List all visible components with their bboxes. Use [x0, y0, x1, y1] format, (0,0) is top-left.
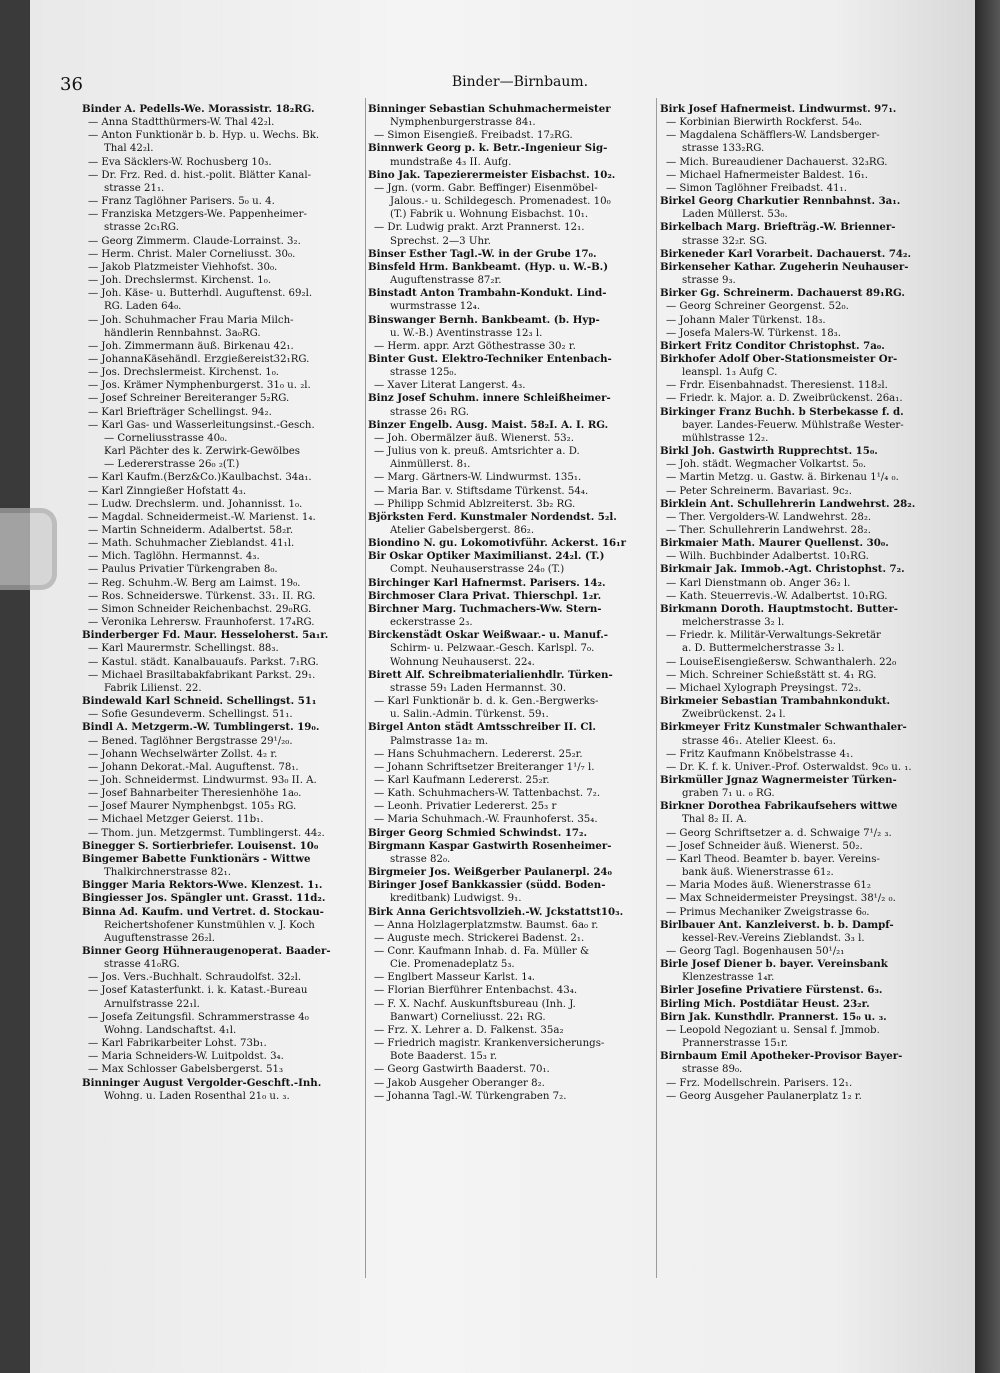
directory-entry-line: — Jgn. (vorm. Gabr. Beffinger) Eisenmöbel-	[374, 182, 598, 194]
directory-entry-line: bayer. Landes-Feuerw. Mühlstraße Wester-	[682, 419, 904, 431]
directory-entry-line: a. D. Buttermelcherstrasse 3₂ l.	[682, 643, 845, 655]
directory-entry-line: — Kastul. städt. Kanalbauaufs. Parkst. 7₁RG.	[88, 656, 319, 668]
directory-entry-surname: Birgmann Kaspar Gastwirth Rosenheimer-	[368, 839, 612, 852]
directory-entry-line: — Michael Brasiltabakfabrikant Parkst. 29₁.	[88, 669, 316, 681]
directory-entry-line: — Joh. Käse- u. Butterhdl. Auguftenst. 69₂l.	[88, 288, 313, 300]
directory-entry-line: — Ther. Schullehrerin Landwehrst. 28₂.	[666, 525, 871, 536]
directory-entry-line: — Marg. Gärtners-W. Lindwurmst. 135₁.	[374, 472, 582, 484]
directory-entry-line: — Sofie Gesundeverm. Schellingst. 51₁.	[88, 709, 293, 721]
directory-entry-line: Laden Müllerst. 53₀.	[682, 209, 788, 221]
directory-entry-line: — JohannaKäsehändl. Erzgießereist32₁RG.	[88, 353, 310, 365]
directory-entry-surname: Birk Anna Gerichtsvollzieh.-W. Jckstattst10₃.	[368, 905, 624, 918]
directory-entry-line: — Georg Tagl. Bogenhausen 50¹/₂₁	[666, 946, 845, 957]
directory-entry-line: strasse 32₂r. SG.	[682, 235, 768, 247]
directory-entry-line: Sprechst. 2—3 Uhr.	[390, 235, 491, 247]
directory-entry-line: strasse 26₁ RG.	[390, 406, 469, 418]
directory-entry-line: Karl Pächter des k. Zerwirk-Gewölbes	[104, 446, 301, 458]
directory-entry-line: Auguftenstrasse 26₂l.	[104, 932, 215, 944]
directory-entry-line: — Maria Bar. v. Stiftsdame Türkenst. 54₄.	[374, 485, 589, 497]
directory-entry-line: — Johann Wechselwärter Zollst. 4₂ r.	[88, 748, 278, 760]
directory-entry-line: — Josef Katasterfunkt. i. k. Katast.-Bureau	[88, 985, 308, 997]
directory-entry-line: — Corneliusstrasse 40₀.	[104, 432, 228, 444]
directory-entry-surname: Bingemer Babette Funktionärs - Wittwe	[82, 852, 311, 865]
directory-entry-line: — Auguste mech. Strickerei Badenst. 2₁.	[374, 932, 585, 944]
running-head: Binder—Birnbaum.	[451, 74, 589, 90]
directory-entry-line: Fabrik Lilienst. 22.	[104, 682, 202, 694]
directory-entry-line: — Martin Schneiderm. Adalbertst. 58₂r.	[88, 525, 294, 536]
directory-entry-line: — Jakob Ausgeher Oberanger 8₂.	[374, 1077, 545, 1089]
column-3	[660, 103, 950, 1103]
directory-entry-line: strasse 125₀.	[390, 367, 457, 379]
directory-entry-line: graben 7₁ u. ₀ RG.	[682, 788, 775, 800]
directory-entry-line: — Georg Schreiner Georgenst. 52₀.	[666, 301, 849, 313]
directory-entry-line: — Johann Schriftsetzer Breiteranger 1¹/₇ l.	[374, 761, 595, 773]
directory-entry-line: — Franziska Metzgers-We. Pappenheimer-	[88, 209, 307, 221]
page-edge-shadow	[975, 0, 1000, 1373]
directory-entry-line: — Karl Briefträger Schellingst. 94₂.	[88, 406, 272, 418]
directory-entry-surname: Birkmann Doroth. Hauptmstocht. Butter-	[660, 602, 899, 615]
directory-entry-line: Arnulfstrasse 22₁l.	[104, 998, 200, 1010]
directory-entry-surname: Birckenstädt Oskar Weißwaar.- u. Manuf.-	[368, 629, 609, 642]
directory-entry-surname: Birchner Marg. Tuchmachers-Ww. Stern-	[368, 602, 602, 615]
directory-entry-surname: Birkinger Franz Buchh. b Sterbekasse f. d.	[660, 405, 904, 418]
directory-entry-line: Thal 8₂ II. A.	[682, 814, 747, 826]
directory-entry-line: strasse 21₁.	[104, 182, 165, 194]
directory-entry-surname: Binstadt Anton Trambahn-Kondukt. Lind-	[368, 287, 607, 300]
directory-entry-line: — Ther. Vergolders-W. Landwehrst. 28₂.	[666, 511, 872, 523]
directory-entry-line: — Josef Schreiner Bereiteranger 5₂RG.	[88, 393, 290, 405]
directory-entry-surname: Birk Josef Hafnermeist. Lindwurmst. 97₁.	[660, 103, 897, 115]
directory-entry-surname: Birkmeyer Fritz Kunstmaler Schwanthaler-	[660, 721, 907, 734]
directory-entry-surname: Birnbaum Emil Apotheker-Provisor Bayer-	[660, 1050, 903, 1063]
directory-entry-surname: Binninger August Vergolder-Geschft.-Inh.	[82, 1076, 322, 1089]
directory-entry-surname: Binser Esther Tagl.-W. in der Grube 17₀.	[368, 247, 597, 260]
directory-entry-line: — Hans Schuhmachern. Ledererst. 25₂r.	[374, 748, 583, 760]
directory-entry-line: Thalkirchnerstrasse 82₁.	[104, 867, 231, 879]
directory-entry-line: Banwart) Corneliusst. 22₁ RG.	[390, 1011, 546, 1023]
directory-entry-line: strasse 2c₁RG.	[104, 222, 179, 234]
column-1	[82, 103, 367, 1103]
directory-entry-line: strasse 82₀.	[390, 853, 451, 865]
directory-entry-surname: Birklein Ant. Schullehrerin Landwehrst. 28₂.	[660, 497, 916, 510]
directory-entry-surname: Binninger Sebastian Schuhmachermeister	[368, 103, 611, 115]
directory-entry-surname: Birler Josefine Privatiere Fürstenst. 6₃.	[660, 984, 883, 997]
directory-entry-line: — Georg Ausgeher Paulanerplatz 1₂ r.	[666, 1090, 862, 1102]
directory-entry-surname: Birkmeier Sebastian Trambahnkondukt.	[660, 695, 891, 708]
directory-entry-surname: Biondino N. gu. Lokomotivführ. Ackerst. 16₁r	[368, 537, 626, 550]
directory-entry-line: Wohnung Neuhauserst. 22₄.	[390, 656, 535, 668]
directory-entry-line: Klenzestrasse 1₄r.	[682, 972, 775, 984]
directory-entry-surname: Binnwerk Georg p. k. Betr.-Ingenieur Sig-	[368, 142, 608, 155]
directory-entry-surname: Birling Mich. Postdiätar Heust. 23₂r.	[660, 997, 870, 1010]
directory-entry-surname: Binegger S. Sortierbriefer. Louisenst. 10₀	[82, 839, 319, 852]
directory-entry-line: — Leonh. Privatier Ledererst. 25₃ r	[374, 801, 557, 813]
directory-entry-line: — Math. Schuhmacher Zieblandst. 41₁l.	[88, 538, 295, 550]
directory-entry-surname: Binz Josef Schuhm. innere Schleißheimer-	[368, 392, 611, 405]
directory-entry-line: — Josefa Malers-W. Türkenst. 18₃.	[666, 327, 841, 339]
directory-entry-line: mundstraße 4₃ II. Aufg.	[390, 156, 512, 168]
directory-entry-line: Wohng. Landschaftst. 4₁l.	[104, 1024, 237, 1036]
directory-entry-line: Prannerstrasse 15₁r.	[682, 1038, 788, 1050]
directory-entry-surname: Bingiesser Jos. Spängler unt. Grasst. 11d₂.	[82, 892, 326, 905]
directory-entry-line: — Johann Dekorat.-Mal. Auguftenst. 78₁.	[88, 761, 299, 773]
directory-entry-surname: Bino Jak. Tapezierermeister Eisbachst. 10₂.	[368, 168, 616, 181]
directory-entry-line: — Eva Säcklers-W. Rochusberg 10₃.	[88, 156, 272, 168]
directory-entry-surname: Binsfeld Hrm. Bankbeamt. (Hyp. u. W.-B.)	[368, 260, 609, 273]
directory-entry-line: — Michael Hafnermeister Baldest. 16₁.	[666, 169, 869, 181]
directory-entry-line: — Kath. Schuhmachers-W. Tattenbachst. 7₂.	[374, 788, 601, 800]
directory-entry-line: — Paulus Privatier Türkengraben 8₀.	[88, 564, 278, 576]
directory-entry-line: — Josef Schneider äuß. Wienerst. 50₂.	[666, 840, 863, 852]
directory-entry-line: Compt. Neuhauserstrasse 24₀ (T.)	[390, 564, 565, 576]
directory-entry-surname: Birgmeier Jos. Weißgerber Paulanerpl. 24₀	[368, 866, 612, 879]
directory-entry-line: Thal 42₂l.	[104, 143, 154, 155]
directory-entry-line: — Karl Zinngießer Hofstatt 4₃.	[88, 485, 247, 497]
directory-entry-line: — Joh. Zimmermann äuß. Birkenau 42₁.	[88, 340, 294, 352]
directory-entry-line: — Kath. Steuerrevis.-W. Adalbertst. 10₁RG.	[666, 590, 888, 602]
directory-entry-line: — Friedr. k. Major. a. D. Zweibrückenst. 26a₁.	[666, 393, 903, 405]
directory-entry-surname: Birkelbach Marg. Briefträg.-W. Brienner-	[660, 221, 896, 234]
directory-entry-line: — Primus Mechaniker Zweigstrasse 6₀.	[666, 906, 870, 918]
directory-entry-surname: Bingger Maria Rektors-Wwe. Klenzest. 1₁.	[82, 879, 323, 892]
directory-entry-line: — Mich. Bureaudiener Dachauerst. 32₃RG.	[666, 156, 888, 168]
directory-entry-line: — Frz. X. Lehrer a. D. Falkenst. 35a₂	[374, 1024, 564, 1036]
directory-entry-surname: Binderberger Fd. Maur. Hesseloherst. 5a₁r.	[82, 629, 329, 642]
directory-entry-line: wurmstrasse 12₄.	[390, 301, 481, 313]
directory-entry-line: — Jos. Drechslermeist. Kirchenst. 1₀.	[88, 367, 280, 379]
directory-entry-line: — Thom. jun. Metzgermst. Tumblingerst. 44₂.	[88, 827, 325, 839]
directory-entry-line: — Friedrich magistr. Krankenversicherungs-	[374, 1038, 605, 1050]
directory-entry-line: — Frz. Modellschrein. Parisers. 12₁.	[666, 1077, 853, 1089]
directory-entry-line: — Philipp Schmid Ablzreiterst. 3b₂ RG.	[374, 498, 576, 510]
directory-entry-line: — Florian Bierführer Entenbachst. 43₄.	[374, 985, 578, 997]
directory-entry-line: — Georg Zimmerm. Claude-Lorrainst. 3₂.	[88, 235, 301, 247]
directory-entry-line: strasse 46₁. Atelier Kleest. 6₃.	[682, 735, 836, 747]
directory-entry-line: — Karl Fabrikarbeiter Lohst. 73b₁.	[88, 1038, 267, 1050]
directory-entry-line: (T.) Fabrik u. Wohnung Eisbachst. 10₁.	[390, 209, 589, 221]
directory-entry-line: — Dr. Ludwig prakt. Arzt Prannerst. 12₁.	[374, 222, 585, 234]
directory-entry-line: leanspl. 1₃ Aufg C.	[682, 367, 778, 379]
directory-entry-surname: Binzer Engelb. Ausg. Maist. 58₂I. A. I. RG.	[368, 418, 609, 431]
directory-entry-surname: Biringer Josef Bankkassier (südd. Boden-	[368, 879, 606, 892]
directory-entry-line: — Anton Funktionär b. b. Hyp. u. Wechs. Bk.	[88, 130, 320, 142]
directory-entry-line: u. Salin.-Admin. Türkenst. 59₁.	[390, 709, 549, 721]
directory-entry-line: — Conr. Kaufmann Inhab. d. Fa. Müller &	[374, 946, 590, 957]
directory-entry-line: strasse 133₂RG.	[682, 143, 765, 155]
directory-entry-line: — Franz Taglöhner Parisers. 5₀ u. 4.	[88, 196, 275, 208]
directory-entry-line: — Georg Schriftsetzer a. d. Schwaige 7¹/₂ ₃.	[666, 827, 892, 839]
directory-entry-line: — Bened. Taglöhner Bergstrasse 29¹/₂₀.	[88, 735, 293, 747]
directory-entry-surname: Birett Alf. Schreibmaterialienhdlr. Türken-	[368, 668, 613, 681]
directory-entry-line: kessel-Rev.-Vereins Zieblandst. 3₃ l.	[682, 932, 865, 944]
directory-entry-line: Wohng. u. Laden Rosenthal 21₀ u. ₃.	[104, 1090, 290, 1102]
directory-entry-line: Nymphenburgerstrasse 84₁.	[390, 117, 536, 129]
directory-entry-line: — Ros. Schneiderswe. Türkenst. 33₁. II. RG.	[88, 590, 316, 602]
directory-entry-line: — LouiseEisengießersw. Schwanthalerh. 22₀	[666, 656, 897, 668]
directory-entry-line: RG. Laden 64₀.	[104, 301, 182, 313]
directory-entry-line: — Martin Metzg. u. Gastw. ä. Birkenau 1¹/₄ ₀.	[666, 472, 899, 484]
directory-entry-line: — Peter Schreinerm. Bavariast. 9c₂.	[666, 485, 852, 497]
directory-entry-surname: Birkert Fritz Conditor Christophst. 7a₀.	[660, 339, 885, 352]
directory-entry-line: Auguftenstrasse 87₂r.	[390, 275, 502, 287]
directory-entry-line: — Michael Xylograph Preysingst. 72₃.	[666, 682, 862, 694]
directory-entry-surname: Birkenseher Kathar. Zugeherin Neuhauser-	[660, 260, 909, 273]
directory-entry-line: — Simon Taglöhner Freibadst. 41₁.	[666, 182, 847, 194]
directory-entry-surname: Binter Gust. Elektro-Techniker Entenbach-	[368, 352, 612, 365]
directory-entry-surname: Birgel Anton städt Amtsschreiber II. Cl.	[368, 721, 596, 734]
directory-entry-surname: Birkel Georg Charkutier Rennbahnst. 3a₁.	[660, 195, 901, 208]
directory-entry-line: Jalous.- u. Schildegesch. Promenadest. 10₀	[390, 196, 611, 208]
directory-entry-line: u. W.-B.) Aventinstrasse 12₃ l.	[390, 327, 543, 339]
directory-entry-surname: Binner Georg Hühneraugenoperat. Baader-	[82, 945, 331, 957]
directory-entry-surname: Birkhofer Adolf Ober-Stationsmeister Or-	[660, 352, 898, 365]
directory-entry-line: — Maria Schneiders-W. Luitpoldst. 3₄.	[88, 1051, 284, 1063]
directory-entry-surname: Birle Josef Diener b. bayer. Vereinsbank	[660, 958, 888, 971]
directory-entry-surname: Birkmüller Jgnaz Wagnermeister Türken-	[660, 773, 897, 786]
directory-entry-line: — Herm. appr. Arzt Göthestrasse 30₂ r.	[374, 340, 576, 352]
directory-entry-line: — Joh. Drechslermst. Kirchenst. 1₀.	[88, 275, 272, 287]
directory-entry-line: — Jos. Krämer Nymphenburgerst. 31₀ u. ₂l.	[88, 380, 311, 392]
directory-entry-line: — Max Schneidermeister Preysingst. 38¹/₂ ₀.	[666, 893, 896, 905]
directory-entry-line: — Leopold Negoziant u. Sensal f. Jmmob.	[666, 1024, 880, 1036]
directory-entry-line: — Michael Metzger Geierst. 11b₁.	[88, 814, 264, 826]
directory-entry-line: bank äuß. Wienerstrasse 61₂.	[682, 867, 834, 879]
directory-entry-line: — Josefa Zeitungsfil. Schrammerstrasse 4₀	[88, 1011, 309, 1023]
directory-entry-surname: Birlbauer Ant. Kanzleiverst. b. b. Dampf-	[660, 918, 894, 931]
directory-entry-line: — Fritz Kaufmann Knöbelstrasse 4₁.	[666, 748, 854, 760]
directory-entry-line: — Simon Schneider Reichenbachst. 29₀RG.	[88, 603, 312, 615]
directory-entry-line: — Josef Bahnarbeiter Theresienhöhe 1a₀.	[88, 788, 302, 800]
directory-entry-line: Palmstrasse 1a₂ m.	[390, 735, 489, 747]
directory-entry-line: — Herm. Christ. Maler Corneliusst. 30₀.	[88, 248, 296, 260]
directory-entry-line: — Karl Funktionär b. d. k. Gen.-Bergwerks-	[374, 696, 599, 708]
directory-entry-line: — Jos. Vers.-Buchhalt. Schraudolfst. 32₂l.	[88, 972, 302, 984]
directory-entry-line: strasse 9₃.	[682, 275, 736, 287]
directory-entry-line: — Johanna Tagl.-W. Türkengraben 7₂.	[374, 1090, 567, 1102]
directory-entry-line: — Karl Theod. Beamter b. bayer. Vereins-	[666, 853, 880, 865]
directory-entry-line: — Friedr. k. Militär-Verwaltungs-Sekretär	[666, 630, 881, 642]
directory-entry-line: — Veronika Lehrersw. Fraunhoferst. 17₄RG.	[88, 617, 315, 629]
directory-entry-line: — Anna Stadtthürmers-W. Thal 42₂l.	[88, 117, 275, 129]
directory-entry-line: — Dr. Frz. Red. d. hist.-polit. Blätter Kanal-	[88, 169, 312, 181]
directory-entry-line: — Maria Modes äuß. Wienerstrasse 61₂	[666, 880, 871, 892]
column-2	[368, 103, 657, 1103]
directory-entry-line: — Maria Schuhmach.-W. Fraunhoferst. 35₄.	[374, 814, 598, 826]
directory-entry-line: — Simon Eisengieß. Freibadst. 17₂RG.	[374, 130, 573, 142]
directory-entry-line: — Magdal. Schneidermeist.-W. Marienst. 1₄.	[88, 511, 316, 523]
directory-entry-surname: Binna Ad. Kaufm. und Vertret. d. Stockau-	[82, 905, 324, 918]
directory-entry-line: strasse 89₀.	[682, 1064, 743, 1076]
directory-entry-line: mühlstrasse 12₂.	[682, 432, 769, 444]
directory-entry-line: — Julius von k. preuß. Amtsrichter a. D.	[374, 446, 580, 458]
directory-entry-line: Ainmüllerst. 8₁.	[390, 459, 471, 471]
directory-entry-line: — Johann Maler Türkenst. 18₃.	[666, 314, 826, 326]
directory-entry-line: strasse 59₁ Laden Hermannst. 30.	[390, 682, 567, 694]
directory-entry-line: — Ledererstrasse 26₀ ₂(T.)	[104, 459, 240, 471]
directory-entry-line: strasse 41₀RG.	[104, 959, 180, 971]
directory-entry-line: Reichertshofener Kunstmühlen v. J. Koch	[104, 919, 315, 931]
binding-clip	[0, 508, 57, 590]
page-number: 36	[60, 74, 83, 95]
directory-entry-line: Cie. Promenadeplatz 5₃.	[390, 959, 515, 971]
directory-entry-line: — F. X. Nachf. Auskunftsbureau (Inh. J.	[374, 998, 576, 1010]
directory-entry-surname: Birkner Dorothea Fabrikaufsehers wittwe	[660, 800, 898, 813]
directory-entry-line: händlerin Rennbahnst. 3a₀RG.	[104, 327, 261, 339]
directory-entry-line: eckerstrasse 2₃.	[390, 617, 473, 629]
directory-entry-surname: Bindewald Karl Schneid. Schellingst. 51₁	[82, 695, 317, 708]
directory-entry-line: kreditbank) Ludwigst. 9₁.	[390, 893, 522, 905]
directory-entry-line: Bote Baaderst. 15₃ r.	[390, 1051, 498, 1063]
directory-entry-surname: Binder A. Pedells-We. Morassistr. 18₂RG.	[82, 103, 315, 115]
directory-entry-line: — Dr. K. f. k. Univer.-Prof. Osterwaldst. 9c₀ u. ₁.	[666, 761, 912, 773]
directory-entry-surname: Birkmaier Math. Maurer Quellenst. 30₀.	[660, 537, 889, 550]
directory-entry-surname: Bir Oskar Optiker Maximilianst. 24₂l. (T.)	[368, 550, 605, 563]
directory-entry-surname: Birchinger Karl Hafnermst. Parisers. 14₂.	[368, 576, 606, 589]
directory-entry-line: — Karl Kaufmann Ledererst. 25₂r.	[374, 774, 550, 786]
directory-entry-line: — Mich. Schreiner Schießstätt st. 4₁ RG.	[666, 669, 877, 681]
directory-entry-line: — Magdalena Schäfflers-W. Landsberger-	[666, 130, 880, 142]
directory-entry-surname: Birkl Joh. Gastwirth Rupprechtst. 15₀.	[660, 445, 878, 458]
directory-entry-line: — Korbinian Bierwirth Rockferst. 54₀.	[666, 117, 863, 129]
directory-entry-line: — Georg Gastwirth Baaderst. 70₁.	[374, 1064, 550, 1076]
directory-entry-line: — Karl Gas- und Wasserleitungsinst.-Gesch.	[88, 419, 315, 431]
directory-entry-line: — Josef Maurer Nymphenbgst. 105₃ RG.	[88, 801, 297, 813]
directory-entry-line: — Joh. Schuhmacher Frau Maria Milch-	[88, 314, 294, 326]
directory-entry-line: — Wilh. Buchbinder Adalbertst. 10₁RG.	[666, 551, 869, 563]
directory-entry-line: — Anna Holzlagerplatzmstw. Baumst. 6a₀ r.	[374, 919, 599, 931]
directory-entry-line: Zweibrückenst. 2₄ l.	[682, 709, 786, 721]
directory-entry-surname: Birkeneder Karl Vorarbeit. Dachauerst. 74₂.	[660, 247, 912, 260]
directory-entry-line: — Englbert Masseur Karlst. 1₄.	[374, 972, 536, 984]
directory-entry-surname: Binswanger Bernh. Bankbeamt. (b. Hyp-	[368, 313, 600, 326]
directory-entry-surname: Birger Georg Schmied Schwindst. 17₂.	[368, 826, 588, 839]
directory-entry-line: Schirm- u. Pelzwaar.-Gesch. Karlspl. 7₀.	[390, 643, 595, 655]
directory-entry-line: melcherstrasse 3₂ l.	[682, 617, 785, 629]
directory-entry-line: — Frdr. Eisenbahnadst. Theresienst. 118₂l.	[666, 380, 888, 392]
directory-entry-line: Atelier Gabelsbergerst. 86₂.	[390, 525, 535, 536]
directory-entry-line: — Jakob Platzmeister Viehhofst. 30₀.	[88, 261, 278, 273]
directory-entry-surname: Birchmoser Clara Privat. Thierschpl. 1₂r.	[368, 589, 602, 602]
directory-entry-line: — Max Schlosser Gabelsbergerst. 51₃	[88, 1064, 284, 1076]
directory-entry-line: — Joh. städt. Wegmacher Volkartst. 5₀.	[666, 459, 867, 471]
directory-entry-surname: Birkmair Jak. Immob.-Agt. Christophst. 7₂.	[660, 563, 905, 576]
directory-entry-surname: Bindl A. Metzgerm.-W. Tumblingerst. 19₀.	[82, 721, 320, 734]
directory-entry-line: — Karl Kaufm.(Berz&Co.)Kaulbachst. 34a₁.	[88, 472, 312, 484]
directory-entry-line: — Ludw. Drechslerm. und. Johannisst. 1₀.	[88, 498, 303, 510]
directory-entry-line: — Xaver Literat Langerst. 4₃.	[374, 380, 526, 392]
directory-entry-line: — Reg. Schuhm.-W. Berg am Laimst. 19₀.	[88, 577, 301, 589]
directory-entry-line: — Karl Maurermstr. Schellingst. 88₃.	[88, 643, 279, 655]
directory-entry-line: — Karl Dienstmann ob. Anger 36₂ l.	[666, 577, 851, 589]
directory-entry-line: — Mich. Taglöhn. Hermannst. 4₃.	[88, 551, 260, 563]
directory-entry-surname: Björksten Ferd. Kunstmaler Nordendst. 5₂l.	[368, 510, 617, 523]
directory-entry-surname: Birker Gg. Schreinerm. Dachauerst 89₁RG.	[660, 287, 905, 300]
directory-entry-line: — Joh. Obermälzer äuß. Wienerst. 53₂.	[374, 432, 574, 444]
directory-entry-surname: Birn Jak. Kunsthdlr. Prannerst. 15₀ u. ₃.	[660, 1010, 887, 1023]
directory-entry-line: — Joh. Schneidermst. Lindwurmst. 93₀ II. A.	[88, 774, 317, 786]
